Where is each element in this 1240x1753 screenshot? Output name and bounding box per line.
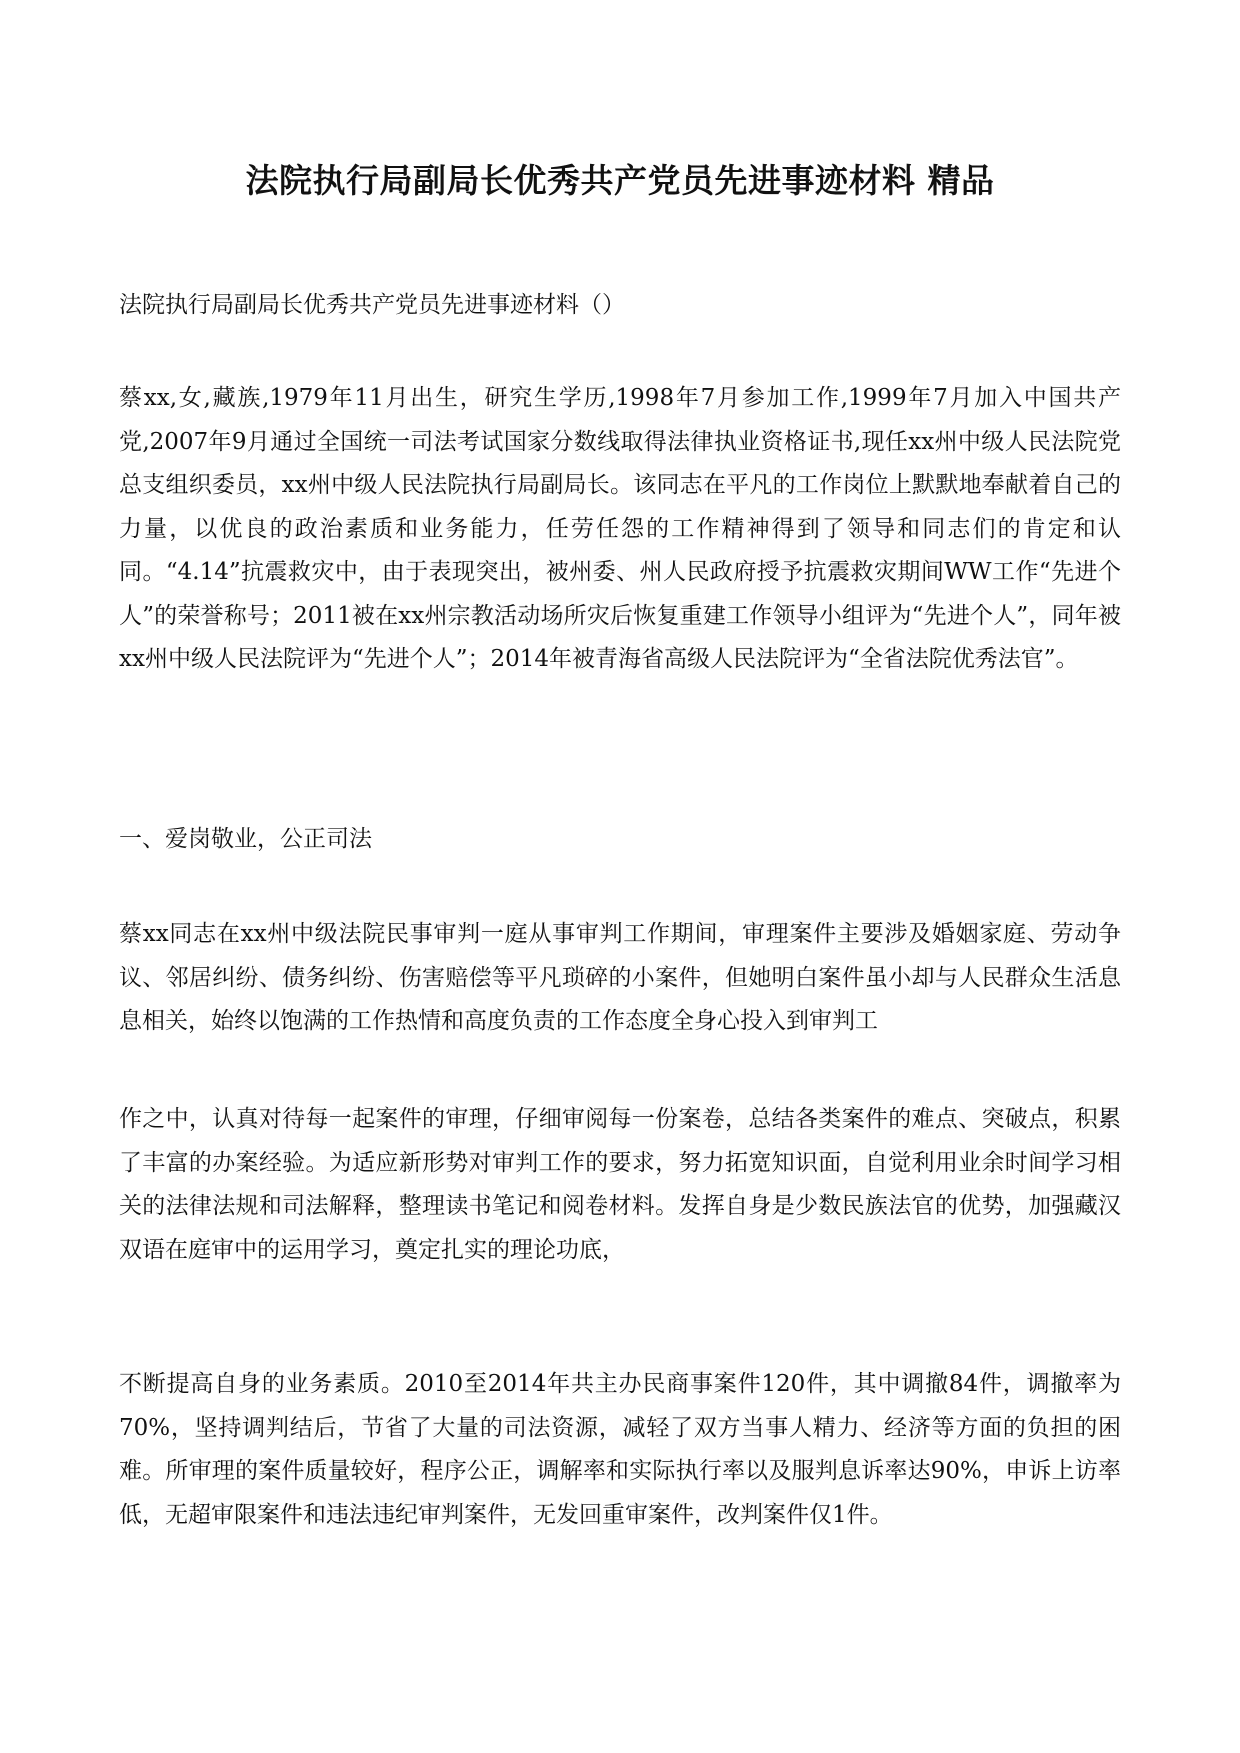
section-heading-1: 一、爱岗敬业，公正司法 [119,826,372,852]
document-title: 法院执行局副局长优秀共产党员先进事迹材料 精品 [245,161,995,200]
paragraph-stats: 不断提高自身的业务素质。2010至2014年共主办民商事案件120件，其中调撤84件，调撤率为70%，坚持调判结后，节省了大量的司法资源，减轻了双方当事人精力、经济等方面的负担的困难。所审理的案件质量较好，程序公正，调解率和实际执行率以及服判息诉率达90%，申诉上访率低，无超审限案件和违法违纪审判案件，无发回重审案件，改判案件仅1件。 [119,1371,1121,1528]
document-subtitle: 法院执行局副局长优秀共产党员先进事迹材料（） [119,292,625,318]
paragraph-work-continued: 作之中，认真对待每一起案件的审理，仔细审阅每一份案卷，总结各类案件的难点、突破点，积累了丰富的办案经验。为适应新形势对审判工作的要求，努力拓宽知识面，自觉利用业余时间学习相关的法律法规和司法解释，整理读书笔记和阅卷材料。发挥自身是少数民族法官的优势，加强藏汉双语在庭审中的运用学习，奠定扎实的理论功底， [119,1106,1121,1263]
paragraph-intro: 蔡xx,女,藏族,1979年11月出生，研究生学历,1998年7月参加工作,1999年7月加入中国共产党,2007年9月通过全国统一司法考试国家分数线取得法律执业资格证书,现任xx州中级人民法院党总支组织委员，xx州中级人民法院执行局副局长。该同志在平凡的工作岗位上默默地奉献着自己的力量，以优良的政治素质和业务能力，任劳任怨的工作精神得到了领导和同志们的肯定和认同。“4.14”抗震救灾中，由于表现突出，被州委、州人民政府授予抗震救灾期间WW工作“先进个人”的荣誉称号；2011被在xx州宗教活动场所灾后恢复重建工作领导小组评为“先进个人”，同年被xx州中级人民法院评为“先进个人”；2014年被青海省高级人民法院评为“全省法院优秀法官”。 [119,385,1121,672]
paragraph-case-work: 蔡xx同志在xx州中级法院民事审判一庭从事审判工作期间，审理案件主要涉及婚姻家庭、劳动争议、邻居纠纷、债务纠纷、伤害赔偿等平凡琐碎的小案件，但她明白案件虽小却与人民群众生活息息相关，始终以饱满的工作热情和高度负责的工作态度全身心投入到审判工 [119,921,1121,1034]
